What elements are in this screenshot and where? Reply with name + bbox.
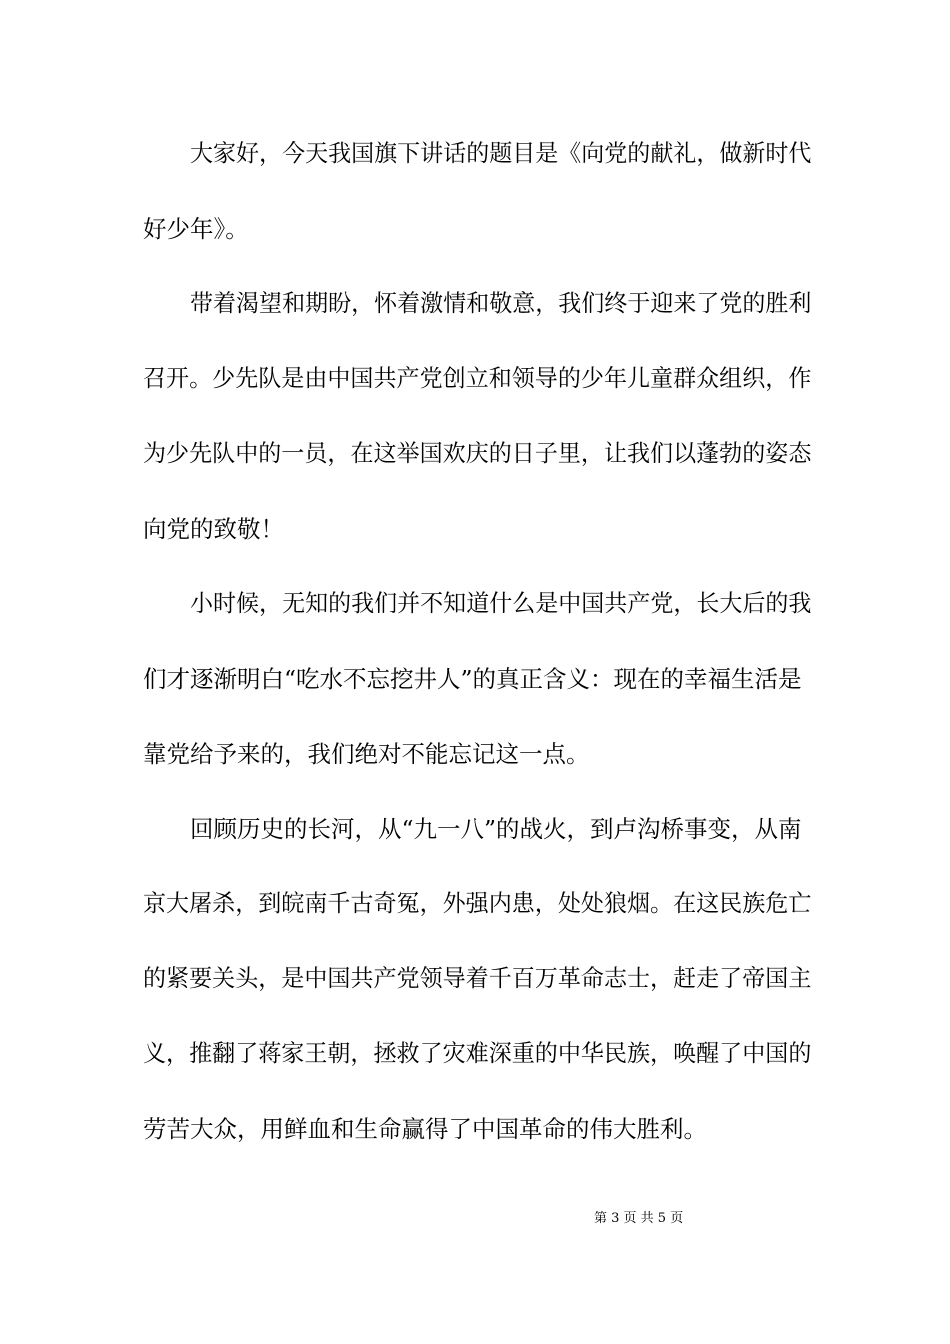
paragraph-line: 的紧要关头，是中国共产党领导着千百万革命志士，赶走了帝国主 [143,966,812,992]
paragraph-line: 大家好，今天我国旗下讲话的题目是《向党的献礼，做新时代 [190,141,812,167]
paragraph-line: 为少先队中的一员，在这举国欢庆的日子里，让我们以蓬勃的姿态 [143,441,812,467]
paragraph-line: 向党的致敬！ [143,515,284,543]
page-number: 第 3 页 共 5 页 [594,1211,684,1226]
paragraph-line: 义，推翻了蒋家王朝，拯救了灾难深重的中华民族，唤醒了中国的 [143,1041,812,1067]
paragraph-line: 们才逐渐明白“吃水不忘挖井人”的真正含义：现在的幸福生活是 [143,665,802,693]
paragraph-line: 回顾历史的长河，从“九一八”的战火，到卢沟桥事变，从南 [190,815,802,843]
paragraph-line: 劳苦大众，用鲜血和生命赢得了中国革命的伟大胜利。 [143,1115,707,1143]
paragraph-line: 小时候，无知的我们并不知道什么是中国共产党，长大后的我 [190,591,812,617]
paragraph-line: 京大屠杀，到皖南千古奇冤，外强内患，处处狼烟。在这民族危亡 [143,891,812,917]
paragraph-line: 召开。少先队是由中国共产党创立和领导的少年儿童群众组织，作 [143,366,812,392]
paragraph-line: 带着渴望和期盼，怀着激情和敬意，我们终于迎来了党的胜利 [190,291,812,317]
paragraph-line: 靠党给予来的，我们绝对不能忘记这一点。 [143,740,590,768]
paragraph-line: 好少年》。 [143,215,249,243]
